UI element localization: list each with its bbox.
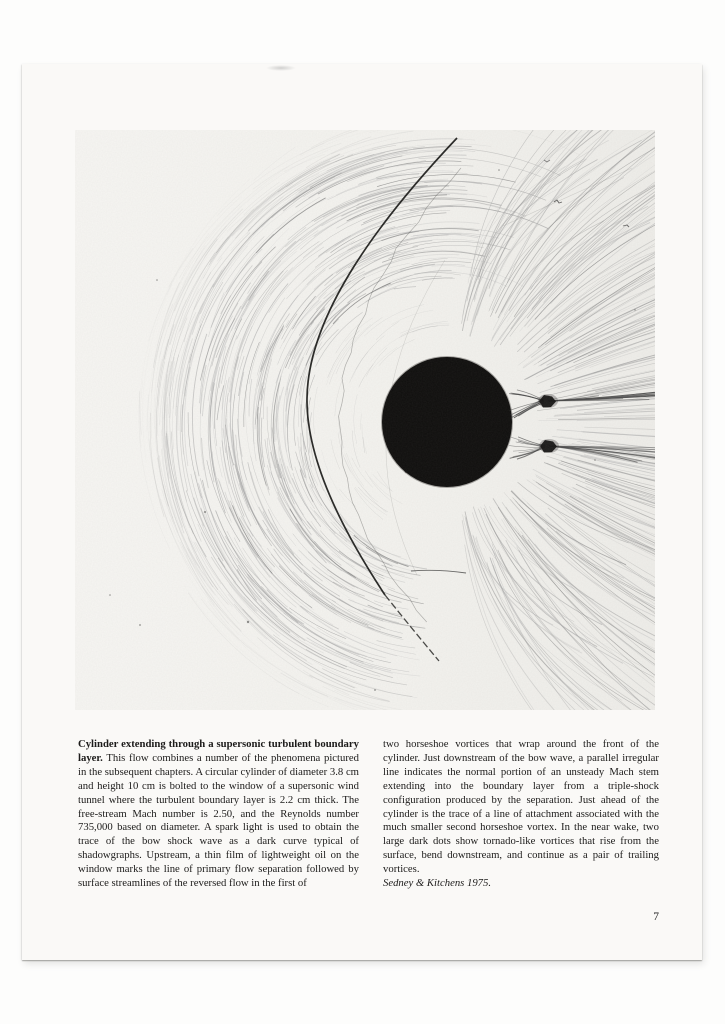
caption-left-text: This flow combines a number of the phenomena pictured in the subsequent chapters. A circular cylinder of diameter 3.8 cm and height 10 cm is bolted to the window of a supersonic wind tunnel where the turbulent boundary layer is 2.2 cm thick. The free-stream Mach number is 2.50, and the Reynolds number 735,000 based on diameter. A spark light is used to obtain the trace of the bow shock wave as a dark curve typical of shadowgraphs. Upstream, a thin film of lightweight oil on the window marks the line of primary flow separation followed by surface streamlines of the reversed flow in the first of [78,751,359,890]
book-page [22,64,702,960]
page-number: 7 [653,911,659,923]
caption-title: Cylinder extending through a supersonic turbulent boundary layer. [78,738,359,764]
caption-right-column [383,738,659,891]
caption-right-text: two horseshoe vortices that wrap around the front of the cylinder. Just downstream of the bow wave, a parallel irregular line indicates the normal portion of an unsteady Mach stem extending into the boundary layer from a triple-shock configuration produced by the separation. Just ahead of the cylinder is the trace of a line of attachment associated with the much smaller second horseshoe vortex. In the near wake, two large dark dots show tornado-like vortices that rise from the surface, bend downstream, and continue as a pair of trailing vortices. [383,738,659,876]
flow-visualization-photo [75,130,655,710]
flow-photo-svg [75,130,655,710]
print-smudge [266,65,296,71]
caption-left-column [78,738,359,891]
caption-citation: Sedney & Kitchens 1975. [383,877,492,890]
